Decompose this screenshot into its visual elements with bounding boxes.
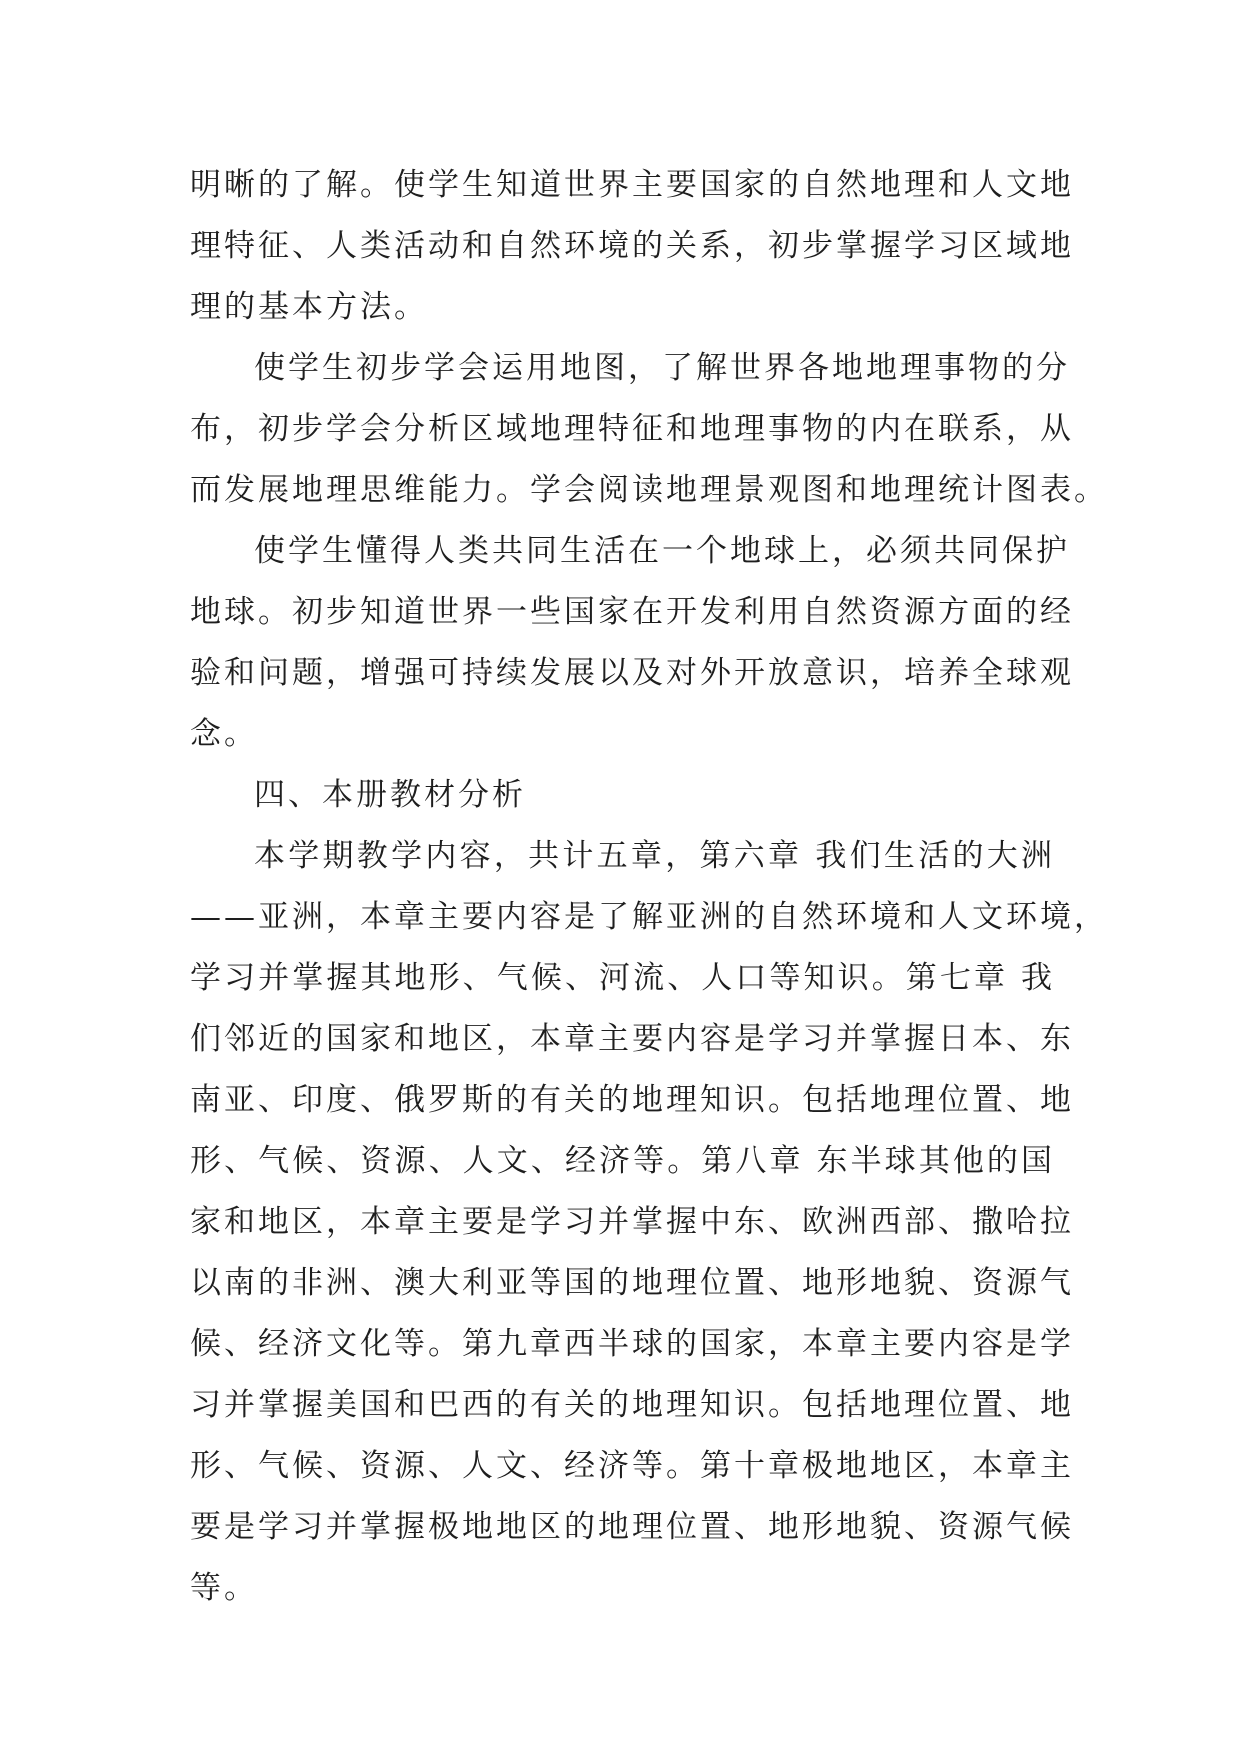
text-line: 验和问题，增强可持续发展以及对外开放意识，培养全球观	[190, 655, 1074, 691]
text-line: 形、气候、资源、人文、经济等。第十章极地地区，本章主	[190, 1448, 1074, 1484]
text-line: 候、经济文化等。第九章西半球的国家，本章主要内容是学	[190, 1326, 1074, 1362]
text-line: 布，初步学会分析区域地理特征和地理事物的内在联系，从	[190, 411, 1074, 447]
text-line: ——亚洲，本章主要内容是了解亚洲的自然环境和人文环境，	[190, 899, 1108, 935]
section-heading: 四、本册教材分析	[254, 777, 526, 813]
text-line: 理特征、人类活动和自然环境的关系，初步掌握学习区域地	[190, 228, 1074, 264]
text-line: 学习并掌握其地形、气候、河流、人口等知识。第七章 我	[190, 960, 1055, 996]
text-line: 而发展地理思维能力。学会阅读地理景观图和地理统计图表。	[190, 472, 1108, 508]
text-line: 明晰的了解。使学生知道世界主要国家的自然地理和人文地	[190, 167, 1074, 203]
text-line: 南亚、印度、俄罗斯的有关的地理知识。包括地理位置、地	[190, 1082, 1074, 1118]
text-line: 本学期教学内容，共计五章，第六章 我们生活的大洲	[254, 838, 1055, 874]
text-line: 地球。初步知道世界一些国家在开发利用自然资源方面的经	[190, 594, 1074, 630]
text-line: 要是学习并掌握极地地区的地理位置、地形地貌、资源气候	[190, 1509, 1074, 1545]
text-line: 以南的非洲、澳大利亚等国的地理位置、地形地貌、资源气	[190, 1265, 1074, 1301]
text-line: 们邻近的国家和地区，本章主要内容是学习并掌握日本、东	[190, 1021, 1074, 1057]
text-line: 家和地区，本章主要是学习并掌握中东、欧洲西部、撒哈拉	[190, 1204, 1074, 1240]
text-line: 形、气候、资源、人文、经济等。第八章 东半球其他的国	[190, 1143, 1055, 1179]
text-line: 等。	[190, 1570, 258, 1606]
text-line: 习并掌握美国和巴西的有关的地理知识。包括地理位置、地	[190, 1387, 1074, 1423]
text-line: 念。	[190, 716, 258, 752]
text-line: 理的基本方法。	[190, 289, 428, 325]
text-line: 使学生初步学会运用地图，了解世界各地地理事物的分	[254, 350, 1070, 386]
document-body	[190, 155, 1108, 1619]
text-line: 使学生懂得人类共同生活在一个地球上，必须共同保护	[254, 533, 1070, 569]
